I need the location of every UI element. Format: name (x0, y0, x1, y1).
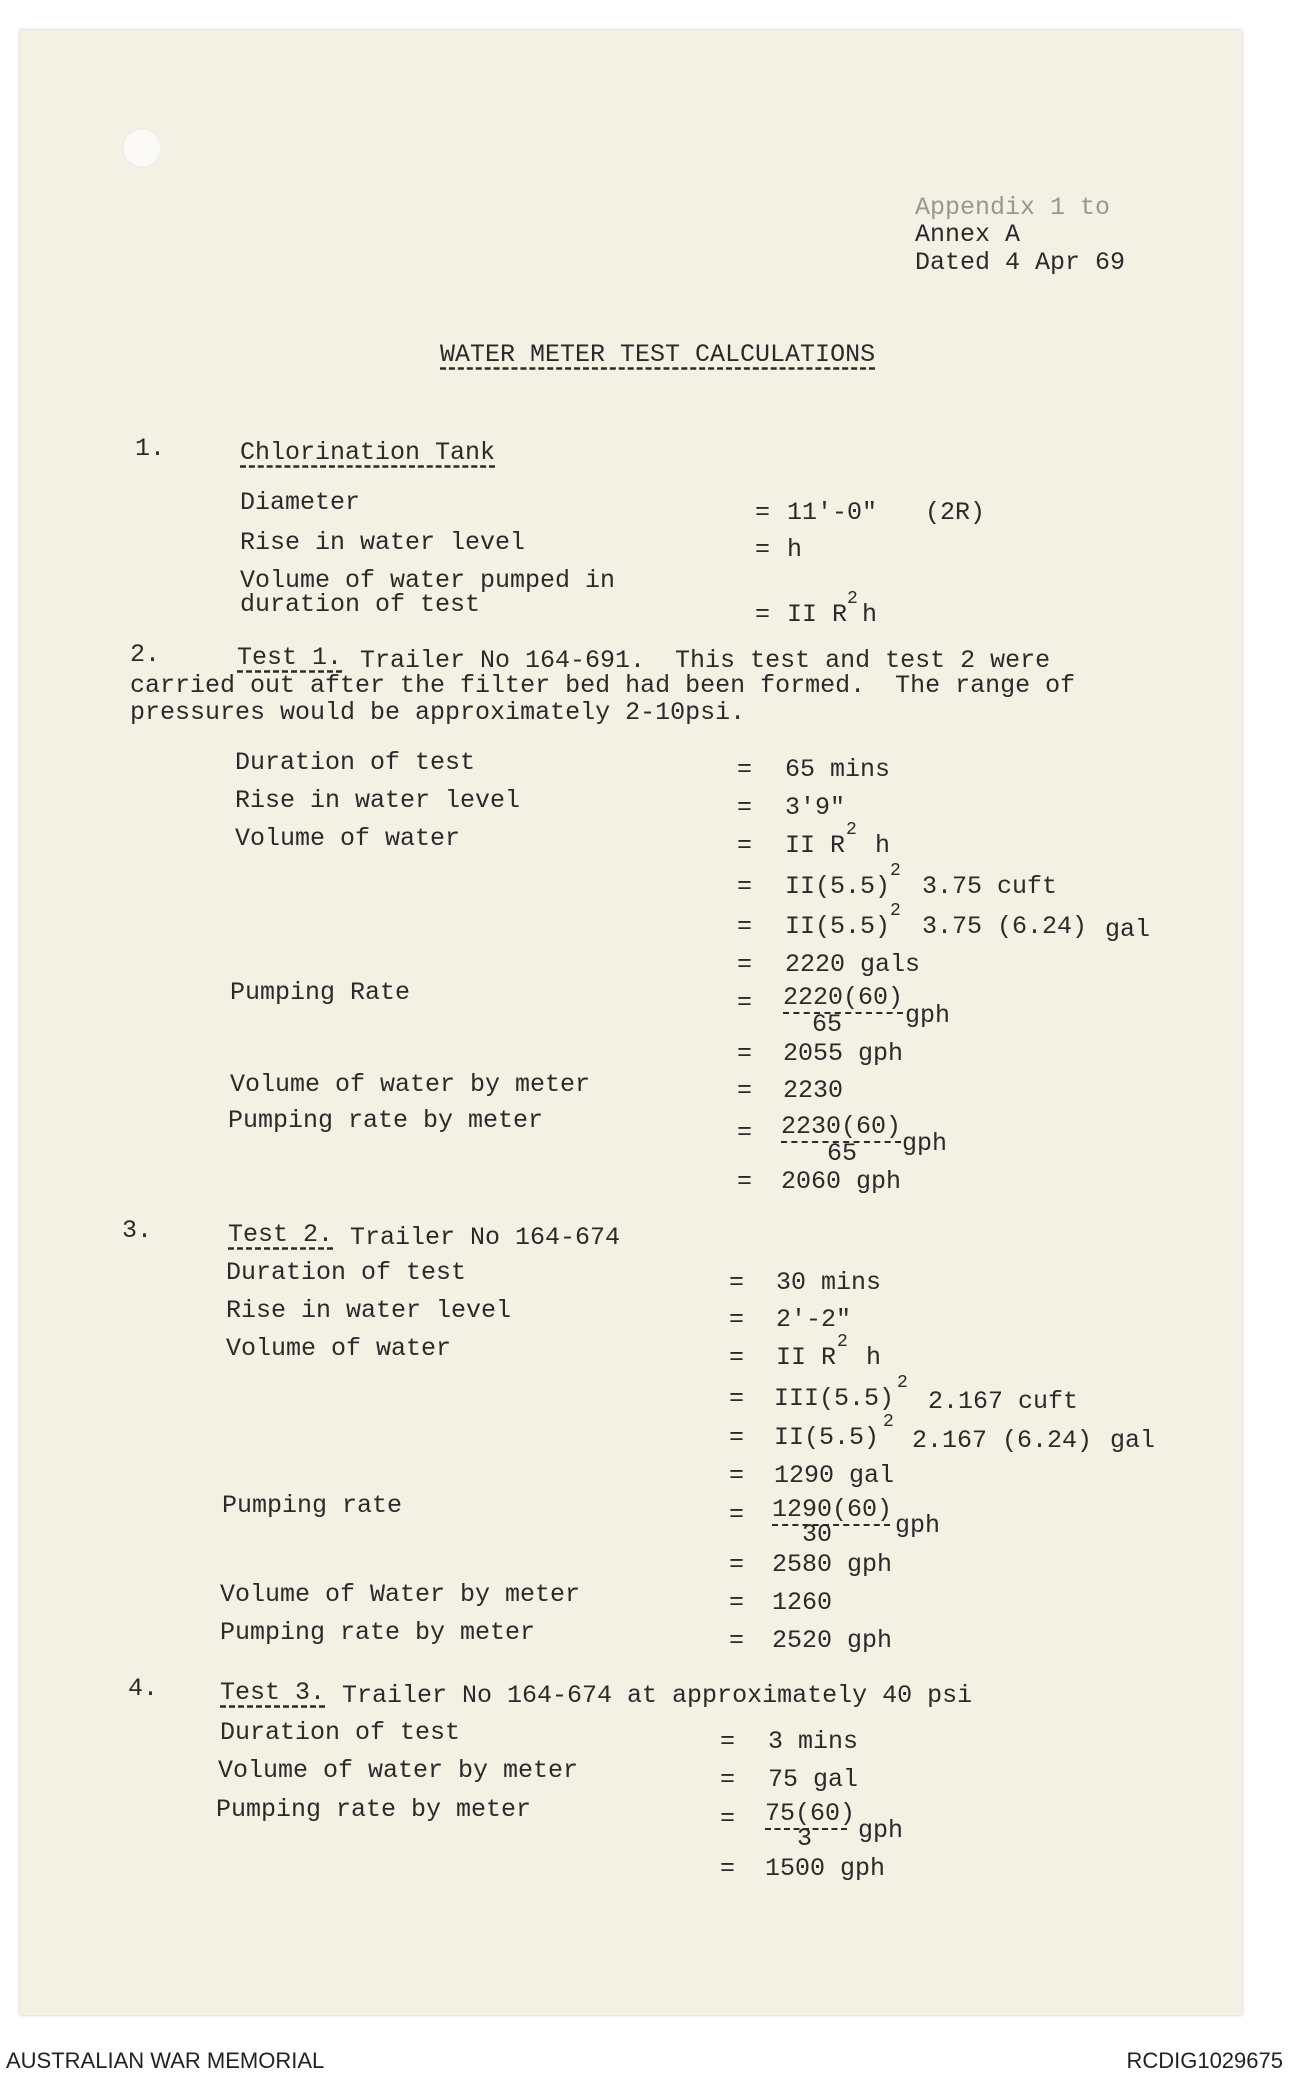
s3-meter-rate-eq: = (729, 1626, 745, 1655)
s3-volume-eq: = (729, 1343, 745, 1372)
s2-meter-volume-label: Volume of water by meter (230, 1070, 591, 1099)
s3-duration-value: 30 mins (776, 1268, 882, 1297)
s3-calc2-value: II(5.5) (774, 1423, 880, 1452)
s3-calc2-eq: = (729, 1423, 745, 1452)
s2-meter-rate-result: 2060 gph (781, 1167, 902, 1196)
section-4-number: 4. (128, 1674, 159, 1703)
s3-calc2-superscript: 2 (883, 1412, 894, 1432)
s2-calc2-eq: = (737, 912, 753, 941)
s3-volume-superscript: 2 (837, 1332, 848, 1352)
s2-meter-volume-eq: = (737, 1076, 753, 1105)
s2-rise-value: 3'9" (785, 793, 846, 822)
s4-rate-result: 1500 gph (765, 1854, 886, 1883)
page-title: WATER METER TEST CALCULATIONS (440, 340, 876, 369)
section-3-number: 3. (122, 1216, 153, 1245)
s3-meter-volume-label: Volume of Water by meter (220, 1580, 581, 1609)
s2-volume-eq: = (737, 831, 753, 860)
s2-calc1-superscript: 2 (890, 861, 901, 881)
s2-volume-superscript: 2 (846, 820, 857, 840)
s3-volume-value-h: h (866, 1343, 882, 1372)
s2-meter-rate-eq: = (737, 1118, 753, 1147)
s1-diameter-value: 11'-0" (787, 498, 878, 527)
s1-volume-superscript: 2 (847, 589, 858, 609)
s2-duration-eq: = (737, 755, 753, 784)
s1-volume-value-h: h (862, 600, 878, 629)
s3-calc1-eq: = (729, 1384, 745, 1413)
s3-volume-value: II R (776, 1343, 837, 1372)
s4-duration-eq: = (720, 1727, 736, 1756)
s2-rate-denominator: 65 (812, 1010, 843, 1039)
s1-volume-label: Volume of water pumped in (240, 566, 616, 595)
s4-rate-result-eq: = (720, 1854, 736, 1883)
s4-heading-rest: Trailer No 164-674 at approximately 40 psi (342, 1681, 973, 1710)
s3-rate-eq: = (729, 1500, 745, 1529)
s1-diameter-eq: = (755, 498, 771, 527)
s3-calc1-superscript: 2 (897, 1373, 908, 1393)
s4-rate-numerator: 75(60) (765, 1799, 856, 1828)
s1-rise-eq: = (755, 535, 771, 564)
s2-meter-volume-value: 2230 (783, 1076, 844, 1105)
s3-calc1-value-b: 2.167 cuft (928, 1387, 1079, 1416)
s3-meter-volume-value: 1260 (772, 1588, 833, 1617)
s3-heading-rest: Trailer No 164-674 (350, 1223, 621, 1252)
s2-calc3-eq: = (737, 950, 753, 979)
s4-rate-denominator: 3 (797, 1824, 813, 1853)
s3-rate-numerator: 1290(60) (772, 1495, 893, 1524)
s3-rate-result: 2580 gph (772, 1550, 893, 1579)
s3-rate-result-eq: = (729, 1550, 745, 1579)
s1-diameter-extra: (2R) (925, 498, 986, 527)
s2-intro-line-3: pressures would be approximately 2-10psi. (130, 698, 746, 727)
s2-meter-rate-denominator: 65 (827, 1139, 858, 1168)
footer-id: RCDIG1029675 (1126, 2048, 1283, 2073)
s3-rate-unit: gph (895, 1511, 941, 1540)
s3-duration-label: Duration of test (226, 1258, 467, 1287)
section-4-heading: Test 3. (220, 1678, 326, 1707)
s2-calc3-value: 2220 gals (785, 950, 921, 979)
s2-meter-rate-unit: gph (902, 1129, 948, 1158)
s3-calc3-eq: = (729, 1461, 745, 1490)
s3-rate-denominator: 30 (802, 1520, 833, 1549)
s4-meter-rate-eq: = (720, 1804, 736, 1833)
s4-meter-rate-label: Pumping rate by meter (216, 1795, 532, 1824)
s1-diameter-label: Diameter (240, 488, 361, 517)
s4-rate-unit: gph (858, 1816, 904, 1845)
s2-duration-value: 65 mins (785, 755, 891, 784)
s3-meter-rate-value: 2520 gph (772, 1626, 893, 1655)
s3-rise-label: Rise in water level (226, 1296, 512, 1325)
s2-rise-eq: = (737, 793, 753, 822)
s2-calc2-value: II(5.5) (785, 912, 891, 941)
s2-meter-rate-result-eq: = (737, 1167, 753, 1196)
s3-volume-label: Volume of water (226, 1334, 452, 1363)
section-3-heading: Test 2. (228, 1220, 334, 1249)
s4-meter-volume-label: Volume of water by meter (218, 1756, 579, 1785)
s3-duration-eq: = (729, 1268, 745, 1297)
s2-rate-unit: gph (905, 1001, 951, 1030)
s2-rate-eq: = (737, 988, 753, 1017)
s2-calc1-eq: = (737, 872, 753, 901)
header-appendix: Appendix 1 to (915, 193, 1111, 222)
section-1-number: 1. (135, 434, 166, 463)
s2-calc2-unit: gal (1105, 915, 1151, 944)
s3-calc1-value: III(5.5) (774, 1384, 895, 1413)
document-page (20, 30, 1242, 2015)
s2-volume-value: II R (785, 831, 846, 860)
s2-calc2-superscript: 2 (890, 901, 901, 921)
header-annex: Annex A (915, 220, 1021, 249)
s3-meter-volume-eq: = (729, 1588, 745, 1617)
s3-calc2-value-b: 2.167 (6.24) (912, 1426, 1093, 1455)
s1-volume-label-2: duration of test (240, 590, 481, 619)
s3-rise-eq: = (729, 1305, 745, 1334)
s1-rise-label: Rise in water level (240, 528, 526, 557)
s2-rate-label: Pumping Rate (230, 978, 411, 1007)
s2-volume-value-h: h (875, 831, 891, 860)
s3-calc2-unit: gal (1110, 1426, 1156, 1455)
s4-meter-volume-value: 75 gal (768, 1765, 859, 1794)
s2-rate-result: 2055 gph (783, 1039, 904, 1068)
s2-rate-result-eq: = (737, 1039, 753, 1068)
s2-rate-fraction-bar (783, 1012, 903, 1014)
section-2-number: 2. (130, 640, 161, 669)
s2-meter-rate-numerator: 2230(60) (781, 1112, 902, 1141)
s2-meter-rate-label: Pumping rate by meter (228, 1106, 544, 1135)
s1-volume-value: II R (787, 600, 848, 629)
s3-rate-label: Pumping rate (222, 1491, 403, 1520)
s1-volume-eq: = (755, 600, 771, 629)
s2-rise-label: Rise in water level (235, 786, 521, 815)
s4-duration-label: Duration of test (220, 1718, 461, 1747)
s2-duration-label: Duration of test (235, 748, 476, 777)
section-1-heading: Chlorination Tank (240, 438, 496, 467)
s4-meter-volume-eq: = (720, 1765, 736, 1794)
s2-volume-label: Volume of water (235, 824, 461, 853)
s3-calc3-value: 1290 gal (774, 1461, 895, 1490)
s3-rise-value: 2'-2" (776, 1305, 852, 1334)
header-date: Dated 4 Apr 69 (915, 248, 1126, 277)
s2-rate-numerator: 2220(60) (783, 983, 904, 1012)
s2-calc2-value-b: 3.75 (6.24) (922, 912, 1088, 941)
punch-hole (122, 128, 162, 168)
s3-meter-rate-label: Pumping rate by meter (220, 1618, 536, 1647)
s2-intro-line-1: Trailer No 164-691. This test and test 2 were (360, 646, 1051, 675)
s1-rise-value: h (787, 535, 803, 564)
s2-calc1-value: II(5.5) (785, 872, 891, 901)
footer-source: AUSTRALIAN WAR MEMORIAL (6, 2048, 325, 2073)
s2-intro-line-2: carried out after the filter bed had been formed. The range of (130, 671, 1076, 700)
section-2-heading: Test 1. (237, 643, 343, 672)
s2-calc1-value-b: 3.75 cuft (922, 872, 1058, 901)
s4-duration-value: 3 mins (768, 1727, 859, 1756)
